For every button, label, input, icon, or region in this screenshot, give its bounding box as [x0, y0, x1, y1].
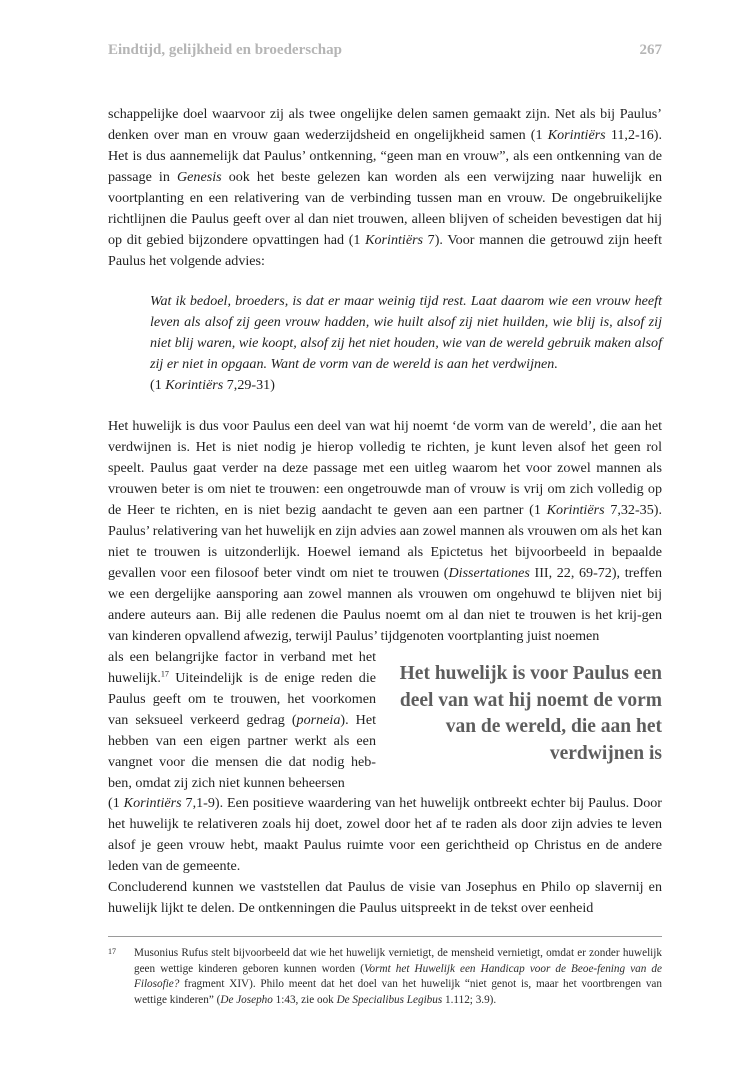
block-quote	[150, 291, 662, 396]
quote-reference: (1 Korintiërs 7,29-31)	[150, 377, 275, 393]
footnote-divider	[108, 936, 662, 937]
paragraph-4: Concluderend kunnen we vaststellen dat Paulus de visie van Josephus en Philo op slavernij en huwelijk lijkt te delen. De ontkenningen die Paulus uitspreekt in de tekst over eenheid	[108, 879, 662, 916]
paragraph-3: (1 Korintiërs 7,1-9). Een positieve waardering van het huwelijk ontbreekt echter bij Paulus. Door het huwelijk te relativeren zoals hij doet, zowel door het af te raden als door zijn advies te leven alsof je geen vrouw hebt, maakt Paulus ruimte voor een gerichtheid op Christus en de andere leden van de gemeente.	[108, 795, 662, 874]
paragraph-2: Het huwelijk is dus voor Paulus een deel van wat hij noemt ‘de vorm van de wereld’, die aan het verdwijnen is. Het is niet nodig je hierop volledig te richten, je kunt leven alsof het geen rol speelt. Paulus gaat verder na deze passage met een uitleg waarom het voor zowel mannen als vrouwen beter is om niet te trouwen: een ongetrouwde man of vrouw is vrij om zich volledig op de Heer te richten, en is niet bezig aandacht te geven aan een partner (1 Korintiërs 7,32-35). Paulus’ relativering van het huwelijk en zijn advies aan zowel mannen als vrouwen om als het kan niet te trouwen is uitzonderlijk. Hoewel iemand als Epictetus het bijvoorbeeld in bepaalde gevallen voor een filosoof beter vindt om niet te trouwen (Dissertationes III, 22, 69-72), treffen we een dergelijke aansporing aan zowel mannen als vrouwen om ongehuwd te blijven niet bij andere auteurs aan. Bij alle redenen die Paulus noemt om al dan niet te trouwen is het krij-gen van kinderen opvallend afwezig, terwijl Paulus’ tijdgenoten voortplanting juist noemen	[108, 418, 662, 644]
pull-quote: Het huwelijk is voor Paulus een deel van wat hij noemt de vorm van de wereld, die aan het verdwijnen is	[399, 663, 662, 764]
paragraph-1: schappelijke doel waarvoor zij als twee ongelijke delen samen gemaakt zijn. Net als bij Paulus’ denken over man en vrouw gaan wederzijdsheid en ongelijkheid samen (1 Korintiërs 11,2-16). Het is dus aannemelijk dat Paulus’ ontkenning, “geen man en vrouw”, als een ontkenning van de passage in Genesis ook het beste gelezen kan worden als een verwijzing naar huwelijk en voortplanting en een relativering van de verbinding tussen man en vrouw. De ongebruikelijke richtlijnen die Paulus geeft over al dan niet trouwen, alleen blijven of scheiden bevestigen dat hij op dit gebied bijzondere opvattingen had (1 Korintiërs 7). Voor mannen die getrouwd zijn heeft Paulus het volgende advies:	[108, 106, 663, 269]
page-number: 267	[639, 42, 662, 58]
running-title: Eindtijd, gelijkheid en broederschap	[108, 42, 342, 58]
footnote-reference[interactable]: 17	[160, 669, 169, 679]
running-header	[108, 42, 662, 59]
footnote-17	[108, 946, 662, 1008]
quote-text: Wat ik bedoel, broeders, is dat er maar weinig tijd rest. Laat daarom wie een vrouw heeft leven als alsof zij geen vrouw hadden, wie huilt alsof zij niet huilden, wie blij is, alsof zij niet blij waren, wie koopt, alsof zij het niet houden, wie van de wereld gebruik maken alsof zij er niet in opgaan. Want de vorm van de wereld is aan het verdwijnen.	[150, 293, 662, 372]
footnote-text: Musonius Rufus stelt bijvoorbeeld dat wie het huwelijk vernietigt, de mensheid vernietigt, omdat er zonder huwelijk geen wettige kinderen geboren kunnen worden (Vormt het Huwelijk een Handicap voor de Beoe-fening van de Filosofie? fragment XIV). Philo meent dat het doel van het huwelijk “niet genot is, maar het voortbrengen van wettige kinderen” (De Josepho 1:43, zie ook De Specialibus Legibus 1.112; 3.9).	[134, 947, 662, 1006]
footnote-number: 17	[108, 947, 116, 956]
paragraph-2-continued-column: als een belangrijke factor in verband met het huwelijk.$^{17}$ Uiteindelijk is de enige reden die Paulus geeft om te trouwen, het voorkomen van seksueel verkeerd gedrag (porneia). Het hebben van een eigen partner werkt als een vangnet voor die mensen die dat nodig heb-ben, omdat zij zich niet kunnen beheersen	[108, 649, 376, 791]
